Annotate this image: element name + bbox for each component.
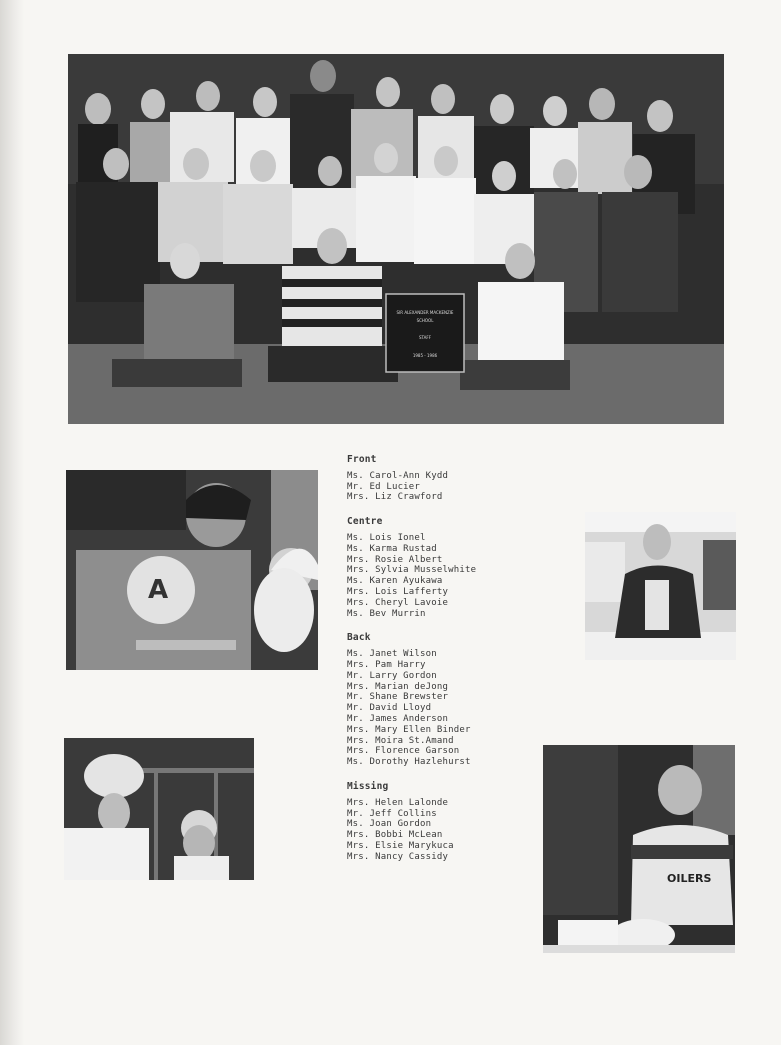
name-item: Mr. Larry Gordon [347, 670, 437, 681]
name-item: Ms. Dorothy Hazlehurst [347, 757, 471, 768]
front-name-list [347, 471, 547, 503]
name-item: Ms. Karen Ayukawa [347, 576, 443, 587]
name-item: Mrs. Sylvia Musselwhite [347, 565, 477, 576]
name-item: Mrs. Liz Crawford [347, 492, 443, 503]
back-name-list [347, 649, 547, 768]
staff-group-photo [68, 54, 724, 424]
missing-name-list [347, 798, 547, 863]
crown-kids-photo [64, 738, 254, 880]
caption-missing-title: Missing [347, 780, 389, 792]
oilers-jersey-photo [543, 745, 735, 953]
name-item: Mrs. Pam Harry [347, 659, 426, 670]
santa-photo [66, 470, 318, 670]
caption-missing [347, 782, 547, 863]
name-item: Mrs. Florence Garson [347, 746, 460, 757]
name-item: Mrs. Helen Lalonde [347, 797, 449, 808]
name-item: Ms. Lois Ionel [347, 532, 426, 543]
name-item: Mrs. Marian deJong [347, 681, 449, 692]
name-item: Mrs. Moira St.Amand [347, 735, 454, 746]
staff-names-caption [347, 455, 547, 877]
caption-centre [347, 517, 547, 619]
caption-front-title: Front [347, 454, 377, 465]
caption-front [347, 455, 547, 503]
name-item: Mr. Ed Lucier [347, 481, 421, 492]
caption-centre-title: Centre [347, 516, 383, 528]
centre-name-list [347, 533, 547, 619]
name-item: Mr. Jeff Collins [347, 808, 437, 819]
name-item: Mr. James Anderson [347, 713, 449, 724]
caption-back-title: Back [347, 632, 371, 644]
sign-line-3: STAFF [418, 335, 432, 340]
name-item: Mr. David Lloyd [347, 703, 432, 714]
name-item: Ms. Janet Wilson [347, 649, 437, 660]
page-binding-edge [0, 0, 24, 1045]
jersey-text: OILERS [667, 872, 712, 885]
name-item: Mrs. Lois Lafferty [347, 586, 449, 597]
name-item: Mrs. Nancy Cassidy [347, 851, 449, 862]
name-item: Ms. Karma Rustad [347, 543, 437, 554]
staff-sign [386, 294, 464, 372]
sign-line-2: SCHOOL [416, 318, 434, 323]
sign-line-1: SIR ALEXANDER MACKENZIE [396, 310, 454, 315]
caption-back [347, 633, 547, 768]
name-item: Mrs. Rosie Albert [347, 554, 443, 565]
name-item: Ms. Carol-Ann Kydd [347, 470, 449, 481]
name-item: Mrs. Cheryl Lavoie [347, 597, 449, 608]
name-item: Ms. Joan Gordon [347, 819, 432, 830]
name-item: Ms. Bev Murrin [347, 608, 426, 619]
shirt-letter: A [148, 575, 169, 605]
name-item: Mrs. Bobbi McLean [347, 830, 443, 841]
name-item: Mrs. Elsie Marykuca [347, 840, 454, 851]
name-item: Mrs. Mary Ellen Binder [347, 724, 471, 735]
man-outdoor-photo [585, 512, 736, 660]
sign-line-4: 1985 - 1986 [412, 353, 438, 358]
name-item: Mr. Shane Brewster [347, 692, 449, 703]
